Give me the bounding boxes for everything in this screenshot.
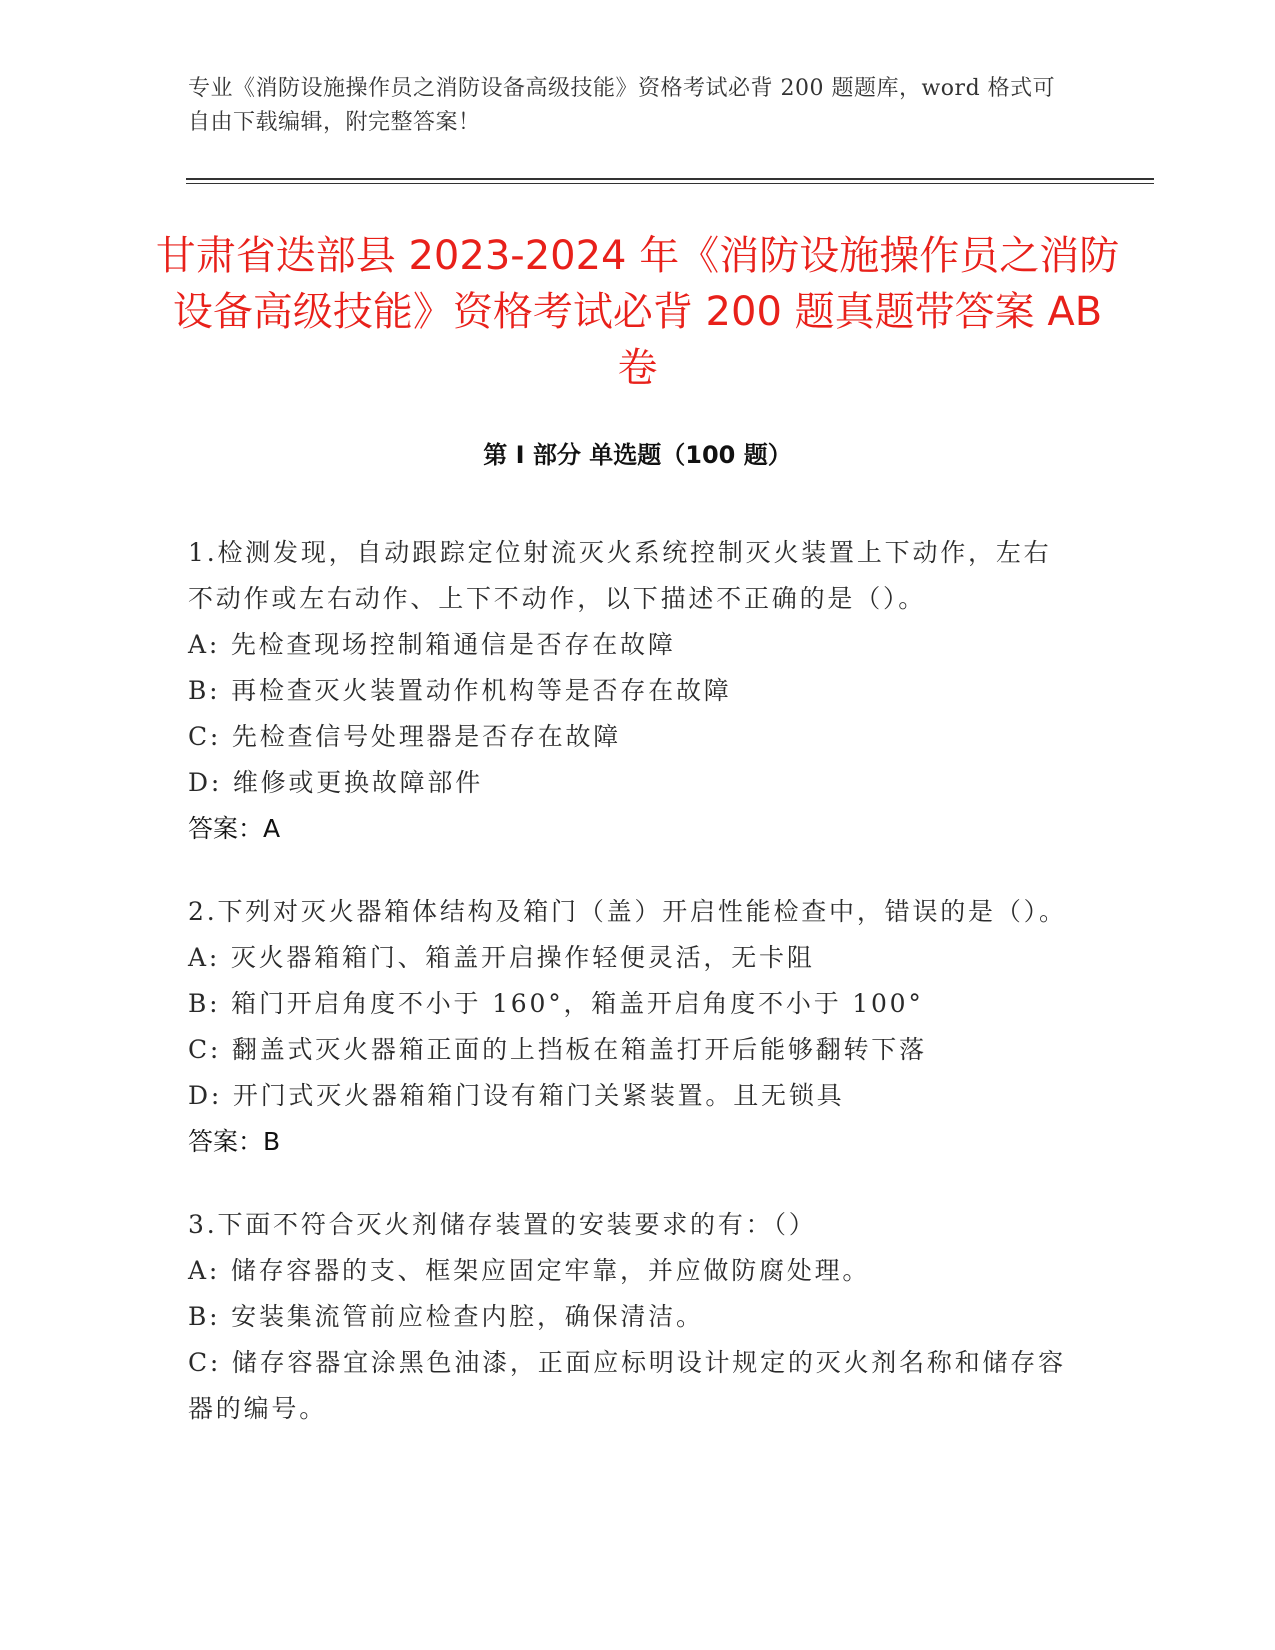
- question-1: [188, 530, 1078, 852]
- option-b: B: 安装集流管前应检查内腔，确保清洁。: [188, 1302, 704, 1331]
- option-a: A: 灭火器箱箱门、箱盖开启操作轻便灵活，无卡阻: [188, 943, 815, 972]
- option-c: C: 储存容器宜涂黑色油漆，正面应标明设计规定的灭火剂名称和储存容器的编号。: [188, 1348, 1066, 1423]
- section-title: 第 I 部分 单选题（100 题）: [483, 441, 792, 469]
- option-b: B: 箱门开启角度不小于 160°，箱盖开启角度不小于 100°: [188, 989, 924, 1018]
- header-divider-thin: [186, 183, 1154, 184]
- option-c: C: 翻盖式灭火器箱正面的上挡板在箱盖打开后能够翻转下落: [188, 1035, 927, 1064]
- option-a: A: 先检查现场控制箱通信是否存在故障: [188, 630, 676, 659]
- option-b: B: 再检查灭火装置动作机构等是否存在故障: [188, 676, 732, 705]
- document-title: 甘肃省迭部县 2023-2024 年《消防设施操作员之消防设备高级技能》资格考试必背 200 题真题带答案 AB 卷: [155, 233, 1120, 391]
- header-divider: [186, 178, 1154, 180]
- question-stem: 2.下列对灭火器箱体结构及箱门（盖）开启性能检查中，错误的是（）。: [188, 897, 1067, 926]
- question-2: [188, 889, 1078, 1165]
- answer: 答案：A: [188, 814, 281, 843]
- question-stem: 1.检测发现，自动跟踪定位射流灭火系统控制灭火装置上下动作，左右不动作或左右动作、上下不动作，以下描述不正确的是（）。: [188, 538, 1052, 613]
- option-c: C: 先检查信号处理器是否存在故障: [188, 722, 622, 751]
- option-d: D: 维修或更换故障部件: [188, 768, 484, 797]
- option-a: A: 储存容器的支、框架应固定牢靠，并应做防腐处理。: [188, 1256, 871, 1285]
- question-stem: 3.下面不符合灭火剂储存装置的安装要求的有：（）: [188, 1210, 817, 1239]
- question-3: [188, 1202, 1078, 1432]
- answer: 答案：B: [188, 1127, 281, 1156]
- question-list: [188, 530, 1078, 1469]
- header-note: 专业《消防设施操作员之消防设备高级技能》资格考试必背 200 题题库，word 格式可自由下载编辑，附完整答案！: [188, 76, 1056, 135]
- option-d: D: 开门式灭火器箱箱门设有箱门关紧装置。且无锁具: [188, 1081, 845, 1110]
